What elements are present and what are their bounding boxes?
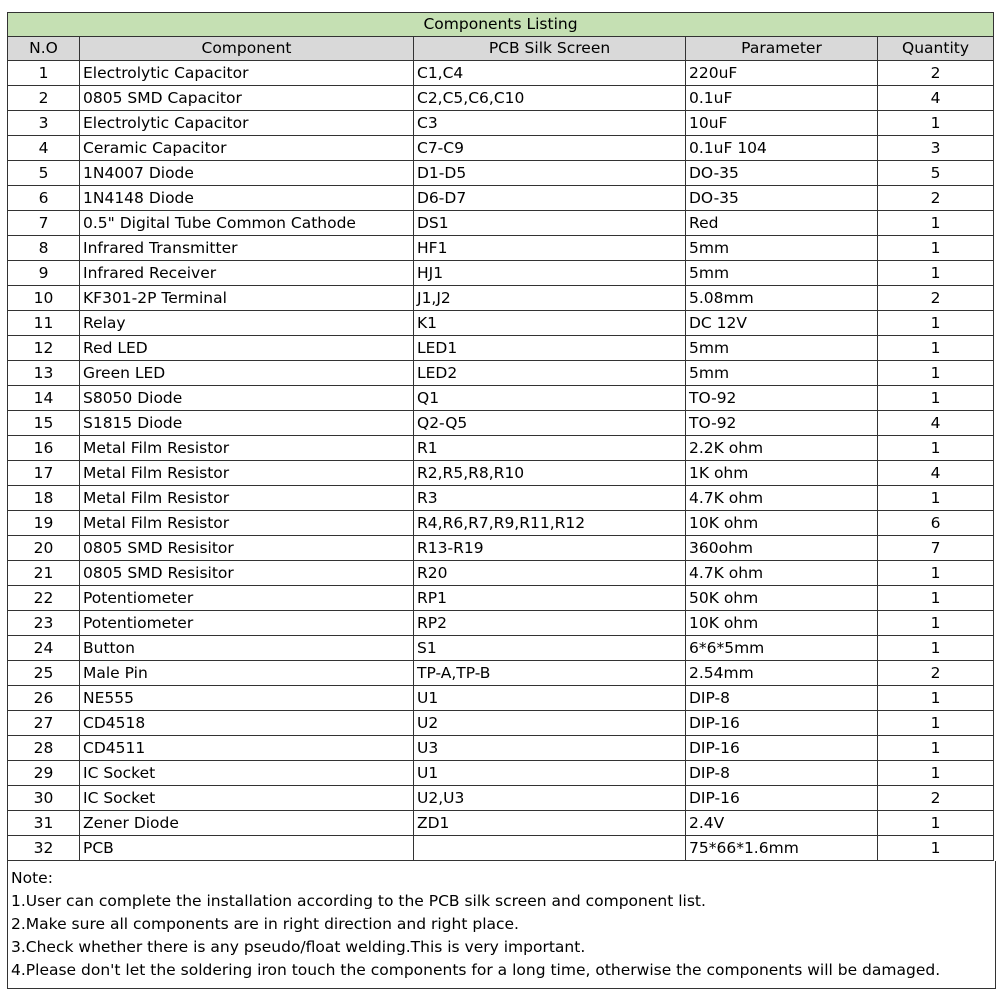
- cell-silk-screen: U2,U3: [414, 786, 686, 811]
- cell-component: Electrolytic Capacitor: [80, 61, 414, 86]
- cell-parameter: 5mm: [686, 336, 878, 361]
- cell-component: CD4511: [80, 736, 414, 761]
- header-silk-screen: PCB Silk Screen: [414, 37, 686, 61]
- cell-silk-screen: R2,R5,R8,R10: [414, 461, 686, 486]
- cell-component: S8050 Diode: [80, 386, 414, 411]
- header-quantity: Quantity: [878, 37, 994, 61]
- cell-quantity: 2: [878, 286, 994, 311]
- cell-quantity: 3: [878, 136, 994, 161]
- cell-silk-screen: DS1: [414, 211, 686, 236]
- cell-quantity: 4: [878, 461, 994, 486]
- cell-parameter: DIP-16: [686, 711, 878, 736]
- note-line: 2.Make sure all components are in right direction and right place.: [11, 915, 519, 933]
- table-row: [8, 536, 994, 561]
- table-row: [8, 461, 994, 486]
- cell-no: 8: [8, 236, 80, 261]
- cell-no: 27: [8, 711, 80, 736]
- cell-component: IC Socket: [80, 786, 414, 811]
- table-row: [8, 636, 994, 661]
- cell-component: Potentiometer: [80, 611, 414, 636]
- cell-parameter: 2.54mm: [686, 661, 878, 686]
- cell-component: Button: [80, 636, 414, 661]
- cell-no: 15: [8, 411, 80, 436]
- note-line: 1.User can complete the installation according to the PCB silk screen and component list.: [11, 892, 706, 910]
- cell-quantity: 1: [878, 236, 994, 261]
- cell-component: Male Pin: [80, 661, 414, 686]
- cell-silk-screen: Q1: [414, 386, 686, 411]
- cell-quantity: 5: [878, 161, 994, 186]
- cell-parameter: DC 12V: [686, 311, 878, 336]
- cell-no: 25: [8, 661, 80, 686]
- cell-component: 0805 SMD Resisitor: [80, 561, 414, 586]
- cell-quantity: 2: [878, 186, 994, 211]
- cell-silk-screen: D1-D5: [414, 161, 686, 186]
- cell-silk-screen: RP1: [414, 586, 686, 611]
- cell-parameter: DIP-8: [686, 686, 878, 711]
- cell-no: 18: [8, 486, 80, 511]
- notes-heading: Note:: [11, 869, 53, 887]
- cell-parameter: 5mm: [686, 361, 878, 386]
- cell-quantity: 1: [878, 336, 994, 361]
- title-row: [8, 13, 994, 37]
- cell-silk-screen: Q2-Q5: [414, 411, 686, 436]
- cell-silk-screen: LED1: [414, 336, 686, 361]
- cell-component: CD4518: [80, 711, 414, 736]
- cell-silk-screen: HF1: [414, 236, 686, 261]
- cell-component: 1N4148 Diode: [80, 186, 414, 211]
- note-line: 4.Please don't let the soldering iron touch the components for a long time, otherwise the components will be damaged.: [11, 961, 941, 979]
- cell-silk-screen: C3: [414, 111, 686, 136]
- cell-silk-screen: R3: [414, 486, 686, 511]
- cell-parameter: DO-35: [686, 161, 878, 186]
- header-no: N.O: [8, 37, 80, 61]
- cell-parameter: TO-92: [686, 411, 878, 436]
- cell-no: 4: [8, 136, 80, 161]
- table-row: [8, 511, 994, 536]
- cell-quantity: 1: [878, 361, 994, 386]
- cell-no: 13: [8, 361, 80, 386]
- cell-parameter: 220uF: [686, 61, 878, 86]
- table-row: [8, 186, 994, 211]
- cell-silk-screen: C7-C9: [414, 136, 686, 161]
- components-table: [7, 12, 994, 861]
- table-row: [8, 661, 994, 686]
- cell-silk-screen: J1,J2: [414, 286, 686, 311]
- cell-parameter: 0.1uF: [686, 86, 878, 111]
- cell-parameter: 10uF: [686, 111, 878, 136]
- table-row: [8, 361, 994, 386]
- table-title: Components Listing: [8, 13, 994, 37]
- cell-silk-screen: K1: [414, 311, 686, 336]
- cell-no: 2: [8, 86, 80, 111]
- cell-quantity: 1: [878, 736, 994, 761]
- cell-quantity: 4: [878, 86, 994, 111]
- cell-no: 21: [8, 561, 80, 586]
- cell-parameter: 6*6*5mm: [686, 636, 878, 661]
- cell-quantity: 1: [878, 436, 994, 461]
- cell-silk-screen: TP-A,TP-B: [414, 661, 686, 686]
- cell-component: Red LED: [80, 336, 414, 361]
- notes-section: [7, 861, 996, 989]
- table-row: [8, 161, 994, 186]
- cell-silk-screen: R13-R19: [414, 536, 686, 561]
- cell-quantity: 1: [878, 761, 994, 786]
- cell-no: 6: [8, 186, 80, 211]
- cell-silk-screen: C2,C5,C6,C10: [414, 86, 686, 111]
- cell-parameter: DIP-8: [686, 761, 878, 786]
- table-row: [8, 436, 994, 461]
- cell-component: Electrolytic Capacitor: [80, 111, 414, 136]
- cell-no: 1: [8, 61, 80, 86]
- table-row: [8, 86, 994, 111]
- cell-parameter: 5mm: [686, 261, 878, 286]
- cell-parameter: DIP-16: [686, 736, 878, 761]
- components-sheet: [7, 12, 993, 989]
- cell-quantity: 1: [878, 711, 994, 736]
- cell-quantity: 1: [878, 611, 994, 636]
- cell-silk-screen: R4,R6,R7,R9,R11,R12: [414, 511, 686, 536]
- cell-no: 3: [8, 111, 80, 136]
- table-row: [8, 711, 994, 736]
- table-row: [8, 836, 994, 861]
- cell-parameter: 5mm: [686, 236, 878, 261]
- cell-component: Green LED: [80, 361, 414, 386]
- cell-silk-screen: ZD1: [414, 811, 686, 836]
- cell-component: Infrared Transmitter: [80, 236, 414, 261]
- cell-quantity: 1: [878, 486, 994, 511]
- cell-no: 5: [8, 161, 80, 186]
- cell-component: NE555: [80, 686, 414, 711]
- cell-parameter: 10K ohm: [686, 511, 878, 536]
- cell-silk-screen: RP2: [414, 611, 686, 636]
- cell-no: 26: [8, 686, 80, 711]
- cell-no: 22: [8, 586, 80, 611]
- cell-no: 19: [8, 511, 80, 536]
- cell-silk-screen: U2: [414, 711, 686, 736]
- table-row: [8, 686, 994, 711]
- cell-no: 30: [8, 786, 80, 811]
- cell-component: KF301-2P Terminal: [80, 286, 414, 311]
- cell-silk-screen: HJ1: [414, 261, 686, 286]
- cell-parameter: 360ohm: [686, 536, 878, 561]
- cell-quantity: 4: [878, 411, 994, 436]
- cell-parameter: 5.08mm: [686, 286, 878, 311]
- table-row: [8, 811, 994, 836]
- cell-no: 28: [8, 736, 80, 761]
- cell-no: 31: [8, 811, 80, 836]
- cell-parameter: Red: [686, 211, 878, 236]
- cell-component: Metal Film Resistor: [80, 461, 414, 486]
- cell-quantity: 1: [878, 386, 994, 411]
- table-row: [8, 411, 994, 436]
- cell-component: 0805 SMD Resisitor: [80, 536, 414, 561]
- cell-component: 0.5" Digital Tube Common Cathode: [80, 211, 414, 236]
- cell-silk-screen: C1,C4: [414, 61, 686, 86]
- table-row: [8, 761, 994, 786]
- cell-quantity: 2: [878, 786, 994, 811]
- cell-no: 16: [8, 436, 80, 461]
- cell-quantity: 7: [878, 536, 994, 561]
- cell-component: Infrared Receiver: [80, 261, 414, 286]
- cell-silk-screen: [414, 836, 686, 861]
- table-row: [8, 736, 994, 761]
- table-row: [8, 586, 994, 611]
- cell-silk-screen: R20: [414, 561, 686, 586]
- cell-quantity: 1: [878, 211, 994, 236]
- cell-no: 29: [8, 761, 80, 786]
- cell-quantity: 6: [878, 511, 994, 536]
- cell-parameter: DO-35: [686, 186, 878, 211]
- table-row: [8, 486, 994, 511]
- cell-silk-screen: S1: [414, 636, 686, 661]
- cell-component: Potentiometer: [80, 586, 414, 611]
- table-row: [8, 336, 994, 361]
- cell-component: PCB: [80, 836, 414, 861]
- cell-component: Zener Diode: [80, 811, 414, 836]
- cell-no: 23: [8, 611, 80, 636]
- cell-component: 1N4007 Diode: [80, 161, 414, 186]
- cell-no: 24: [8, 636, 80, 661]
- cell-parameter: 75*66*1.6mm: [686, 836, 878, 861]
- cell-parameter: 0.1uF 104: [686, 136, 878, 161]
- table-row: [8, 136, 994, 161]
- cell-silk-screen: D6-D7: [414, 186, 686, 211]
- cell-parameter: 10K ohm: [686, 611, 878, 636]
- cell-quantity: 1: [878, 311, 994, 336]
- header-parameter: Parameter: [686, 37, 878, 61]
- cell-no: 20: [8, 536, 80, 561]
- cell-component: IC Socket: [80, 761, 414, 786]
- cell-component: Metal Film Resistor: [80, 486, 414, 511]
- table-row: [8, 386, 994, 411]
- header-row: [8, 37, 994, 61]
- cell-quantity: 1: [878, 586, 994, 611]
- table-row: [8, 236, 994, 261]
- table-row: [8, 261, 994, 286]
- cell-parameter: 2.4V: [686, 811, 878, 836]
- cell-quantity: 1: [878, 836, 994, 861]
- cell-component: Metal Film Resistor: [80, 436, 414, 461]
- cell-no: 32: [8, 836, 80, 861]
- cell-quantity: 1: [878, 111, 994, 136]
- cell-parameter: 4.7K ohm: [686, 486, 878, 511]
- note-line: 3.Check whether there is any pseudo/float welding.This is very important.: [11, 938, 586, 956]
- cell-component: S1815 Diode: [80, 411, 414, 436]
- cell-quantity: 1: [878, 636, 994, 661]
- cell-quantity: 2: [878, 61, 994, 86]
- cell-silk-screen: U3: [414, 736, 686, 761]
- table-body: [8, 61, 994, 861]
- table-row: [8, 61, 994, 86]
- cell-no: 9: [8, 261, 80, 286]
- cell-quantity: 1: [878, 561, 994, 586]
- cell-quantity: 2: [878, 661, 994, 686]
- cell-no: 11: [8, 311, 80, 336]
- cell-parameter: 1K ohm: [686, 461, 878, 486]
- cell-no: 10: [8, 286, 80, 311]
- cell-component: Metal Film Resistor: [80, 511, 414, 536]
- cell-quantity: 1: [878, 686, 994, 711]
- cell-no: 7: [8, 211, 80, 236]
- table-row: [8, 211, 994, 236]
- cell-silk-screen: U1: [414, 761, 686, 786]
- cell-quantity: 1: [878, 261, 994, 286]
- cell-component: 0805 SMD Capacitor: [80, 86, 414, 111]
- cell-no: 14: [8, 386, 80, 411]
- cell-silk-screen: LED2: [414, 361, 686, 386]
- cell-parameter: 4.7K ohm: [686, 561, 878, 586]
- table-row: [8, 111, 994, 136]
- cell-parameter: 50K ohm: [686, 586, 878, 611]
- table-row: [8, 286, 994, 311]
- cell-quantity: 1: [878, 811, 994, 836]
- header-component: Component: [80, 37, 414, 61]
- table-row: [8, 561, 994, 586]
- cell-parameter: TO-92: [686, 386, 878, 411]
- cell-no: 17: [8, 461, 80, 486]
- cell-component: Ceramic Capacitor: [80, 136, 414, 161]
- cell-parameter: 2.2K ohm: [686, 436, 878, 461]
- cell-component: Relay: [80, 311, 414, 336]
- table-row: [8, 786, 994, 811]
- table-row: [8, 311, 994, 336]
- table-row: [8, 611, 994, 636]
- cell-silk-screen: U1: [414, 686, 686, 711]
- cell-no: 12: [8, 336, 80, 361]
- cell-parameter: DIP-16: [686, 786, 878, 811]
- cell-silk-screen: R1: [414, 436, 686, 461]
